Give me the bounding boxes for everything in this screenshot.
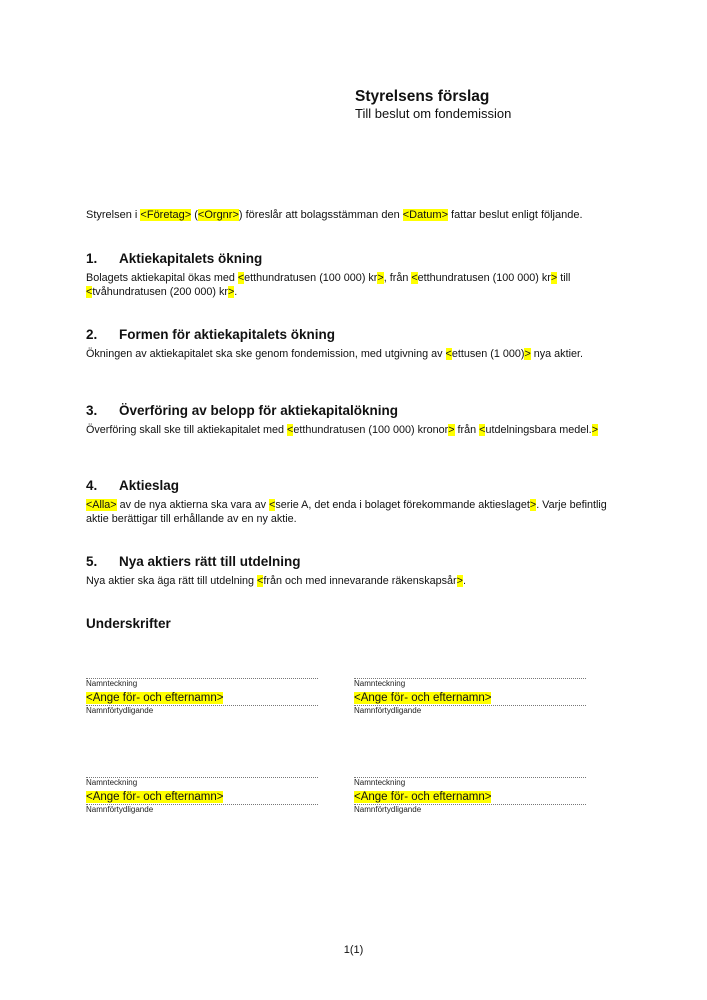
amount-placeholder[interactable]: etthundratusen (100 000) kr [417, 272, 551, 284]
highlight-mark: > [591, 424, 598, 436]
body-text: , från [383, 272, 412, 284]
page-number: 1(1) [343, 944, 364, 956]
highlight-mark: > [448, 424, 455, 436]
amount-placeholder[interactable]: etthundratusen (100 000) kronor [293, 424, 449, 436]
section-title: Formen för aktiekapitalets ökning [119, 327, 336, 342]
name-placeholder[interactable]: <Ange för- och efternamn> [86, 791, 224, 803]
signatures-heading: Underskrifter [86, 616, 171, 631]
share-class-placeholder[interactable]: serie A, det enda i bolaget förekommande aktieslaget [275, 499, 530, 511]
section-3 [86, 403, 631, 437]
body-text: av de nya aktierna ska vara av [116, 499, 270, 511]
name-placeholder[interactable]: <Ange för- och efternamn> [354, 791, 492, 803]
highlight-mark: > [456, 575, 463, 587]
highlight-mark: > [227, 286, 235, 298]
section-number: 5. [86, 554, 98, 569]
section-title: Aktieslag [119, 478, 180, 493]
body-text: Nya aktier ska äga rätt till utdelning [86, 575, 258, 587]
name-placeholder[interactable]: <Ange för- och efternamn> [86, 692, 224, 704]
section-heading [86, 478, 631, 494]
highlight-mark: < [237, 272, 245, 284]
highlight-mark: < [257, 575, 264, 587]
body-text: . Varje befintlig aktie berättigar till erhållande av en ny aktie. [86, 499, 607, 525]
highlight-mark: < [269, 499, 276, 511]
signature-label: Namnteckning [86, 778, 138, 787]
amount-placeholder[interactable]: tvåhundratusen (200 000) kr [92, 286, 228, 298]
section-body [86, 574, 631, 588]
signature-block [86, 777, 318, 815]
name-field[interactable] [354, 691, 586, 705]
all-placeholder[interactable]: <Alla> [86, 499, 117, 511]
section-4 [86, 478, 631, 526]
highlight-mark: < [445, 348, 452, 360]
section-body [86, 271, 631, 299]
clarification-label: Namnförtydligande [354, 706, 422, 715]
section-number: 4. [86, 478, 98, 493]
body-text: till [557, 272, 571, 284]
section-number: 1. [86, 251, 98, 266]
intro-text: Styrelsen i [86, 209, 141, 221]
signature-block [354, 777, 586, 815]
date-placeholder[interactable]: <Datum> [402, 209, 448, 221]
document-title: Styrelsens förslag [355, 88, 490, 105]
intro-text: fattar beslut enligt följande. [448, 209, 583, 221]
document-subtitle: Till beslut om fondemission [355, 106, 512, 121]
intro-paragraph [86, 208, 646, 222]
section-heading [86, 251, 631, 267]
source-placeholder[interactable]: utdelningsbara medel. [485, 424, 592, 436]
body-text: från [454, 424, 480, 436]
section-heading [86, 403, 631, 419]
signature-block [354, 678, 586, 716]
name-field[interactable] [354, 790, 586, 804]
section-body [86, 347, 631, 361]
body-text: nya aktier. [530, 348, 583, 360]
amount-placeholder[interactable]: etthundratusen (100 000) kr [244, 272, 378, 284]
section-title: Överföring av belopp för aktiekapitalökning [119, 403, 399, 418]
section-number: 2. [86, 327, 98, 342]
body-text: Ökningen av aktiekapitalet ska ske genom fondemission, med utgivning av [86, 348, 446, 360]
shares-placeholder[interactable]: ettusen (1 000) [451, 348, 525, 360]
signature-label: Namnteckning [354, 778, 406, 787]
body-text: . [234, 286, 238, 298]
orgnr-placeholder[interactable]: <Orgnr> [197, 209, 239, 221]
name-field[interactable] [86, 790, 318, 804]
highlight-mark: < [86, 286, 93, 298]
section-body [86, 423, 631, 437]
company-placeholder[interactable]: <Företag> [140, 209, 192, 221]
clarification-label: Namnförtydligande [86, 706, 154, 715]
signature-label: Namnteckning [86, 679, 138, 688]
highlight-mark: < [287, 424, 294, 436]
section-title: Nya aktiers rätt till utdelning [119, 554, 301, 569]
section-5 [86, 554, 631, 588]
section-heading [86, 327, 631, 343]
section-1 [86, 251, 631, 299]
name-placeholder[interactable]: <Ange för- och efternamn> [354, 692, 492, 704]
section-number: 3. [86, 403, 98, 418]
section-title: Aktiekapitalets ökning [119, 251, 263, 266]
title-block [355, 88, 685, 122]
body-text: . [462, 575, 466, 587]
section-heading [86, 554, 631, 570]
intro-text: ( [191, 209, 198, 221]
body-text: Överföring skall ske till aktiekapitalet med [86, 424, 288, 436]
dividend-placeholder[interactable]: från och med innevarande räkenskapsår [263, 575, 457, 587]
name-field[interactable] [86, 691, 318, 705]
highlight-mark: > [524, 348, 531, 360]
clarification-label: Namnförtydligande [86, 805, 154, 814]
highlight-mark: < [479, 424, 486, 436]
body-text: Bolagets aktiekapital ökas med [86, 272, 238, 284]
signature-block [86, 678, 318, 716]
section-2 [86, 327, 631, 361]
clarification-label: Namnförtydligande [354, 805, 422, 814]
intro-text: ) föreslår att bolagsstämman den [238, 209, 403, 221]
highlight-mark: > [529, 499, 537, 511]
highlight-mark: > [550, 272, 558, 284]
signature-label: Namnteckning [354, 679, 406, 688]
section-body [86, 498, 631, 526]
highlight-mark: > [377, 272, 384, 284]
highlight-mark: < [411, 272, 418, 284]
